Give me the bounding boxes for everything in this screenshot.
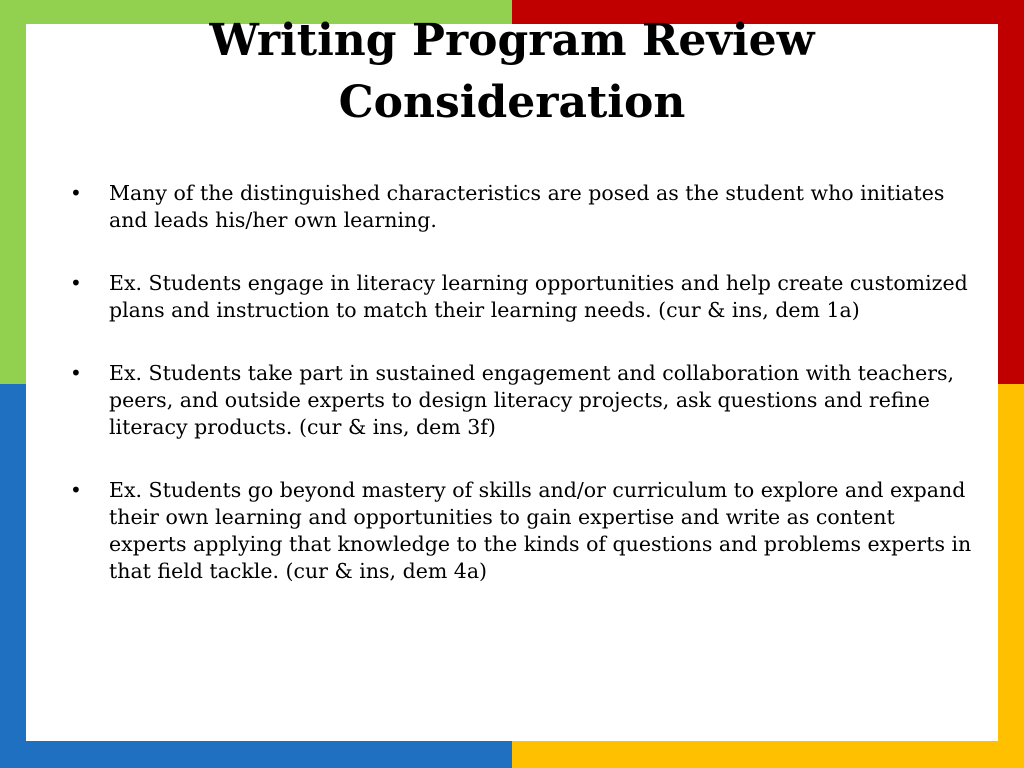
slide-title-line-1: Writing Program Review <box>209 15 815 66</box>
bullet-item-1 <box>70 180 975 234</box>
bullet-text-2: Ex. Students engage in literacy learning opportunities and help create customized plans and instruction to match their learning needs. (cur & ins, dem 1a) <box>109 271 968 322</box>
bullet-text-3: Ex. Students take part in sustained engagement and collaboration with teachers, peers, and outside experts to design literacy projects, ask questions and refine literacy products. (cur & ins, dem 3f) <box>109 361 955 439</box>
bullet-icon: • <box>70 181 82 205</box>
bullet-item-4 <box>70 477 975 585</box>
bullet-icon: • <box>70 361 82 385</box>
bullet-icon: • <box>70 478 82 502</box>
bullet-text-4: Ex. Students go beyond mastery of skills and/or curriculum to explore and expand their own learning and opportunities to gain expertise and write as content experts applying that knowledge to the kinds of questions and problems experts in that field tackle. (cur & ins, dem 4a) <box>109 478 972 583</box>
bullet-item-3 <box>70 360 975 441</box>
bullet-icon: • <box>70 271 82 295</box>
bullet-list <box>70 180 975 621</box>
bullet-text-1: Many of the distinguished characteristics are posed as the student who initiates and leads his/her own learning. <box>109 181 945 232</box>
bullet-item-2 <box>70 270 975 324</box>
slide-title <box>0 10 1024 134</box>
slide-title-line-2: Consideration <box>338 77 686 128</box>
